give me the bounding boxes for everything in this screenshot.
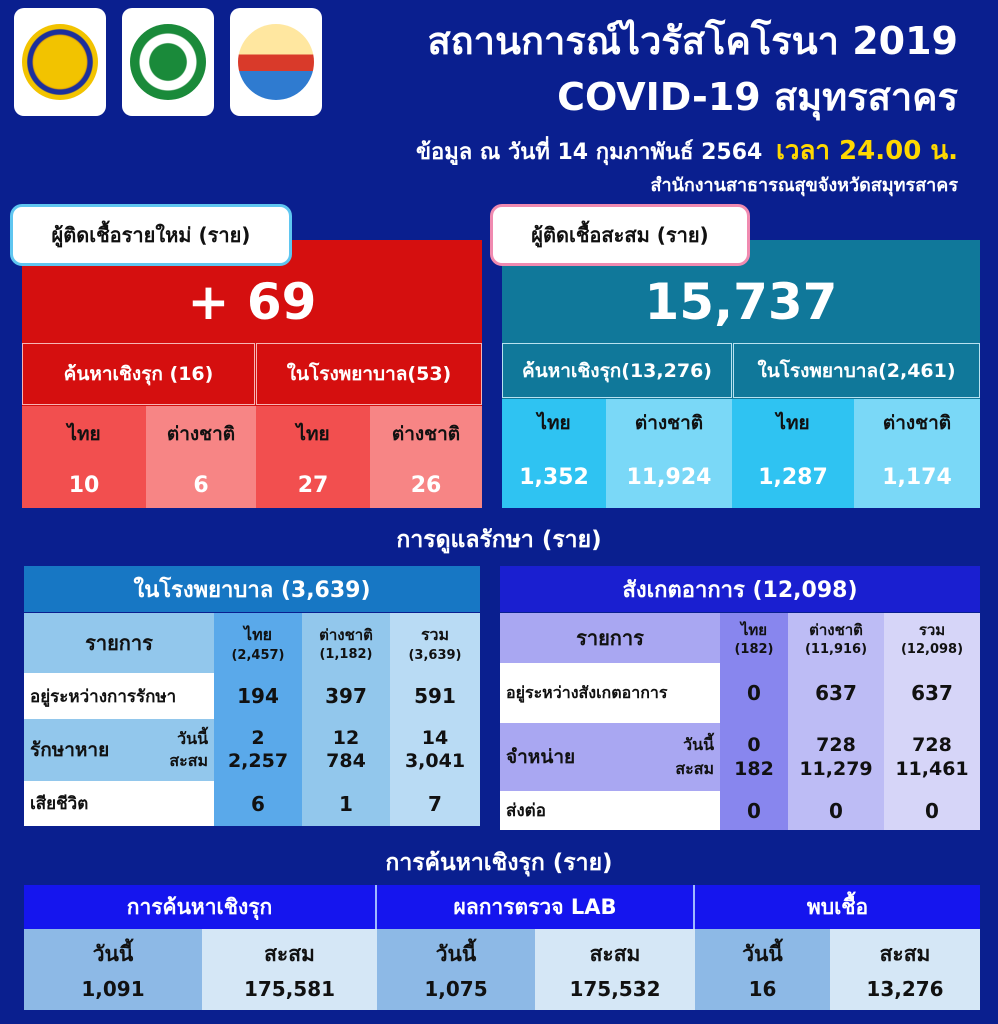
cum-active-label: ค้นหาเชิงรุก(13,276) — [502, 343, 732, 398]
new-active-label: ค้นหาเชิงรุก (16) — [22, 343, 255, 405]
hospital-col-foreign-label: ต่างชาติ — [319, 626, 373, 644]
new-active-thai: 10 — [22, 462, 146, 508]
observation-referred-foreign: 0 — [788, 791, 884, 830]
cum-active-thai-label: ไทย — [502, 399, 606, 447]
hospital-col-thai-label: ไทย — [244, 624, 272, 644]
observation-discharged-foreign-today: 728 — [816, 734, 856, 756]
new-cases-total: + 69 — [187, 273, 317, 331]
observation-discharged-today-label: วันนี้ — [683, 735, 714, 754]
new-hospital-foreign-label: ต่างชาติ — [370, 406, 482, 462]
active-search-group-2-cum — [535, 929, 695, 1010]
observation-discharged-foreign — [788, 723, 884, 791]
active-search-table — [24, 885, 980, 1010]
hospital-col-total-sub: (3,639) — [408, 647, 462, 663]
new-cases-label: ผู้ติดเชื้อรายใหม่ (ราย) — [10, 204, 292, 266]
hospital-recovered-foreign — [302, 719, 390, 781]
cum-active-thai: 1,352 — [502, 447, 606, 508]
active-search-group-2-today — [377, 929, 535, 1010]
observation-col-foreign-sub: (11,916) — [804, 642, 868, 657]
active-search-group-3-cum-label: สะสม — [879, 942, 931, 966]
new-hospital-thai-label: ไทย — [256, 406, 370, 462]
cumulative-label: ผู้ติดเชื้อสะสม (ราย) — [490, 204, 750, 266]
hospital-recovered-foreign-today: 12 — [332, 727, 360, 749]
active-search-group-3-today-label: วันนี้ — [742, 942, 783, 966]
date-line — [416, 130, 958, 171]
hospital-treating-label: อยู่ระหว่างการรักษา — [24, 673, 214, 719]
title-line-1: สถานการณ์ไวรัสโคโรนา 2019 — [427, 19, 958, 63]
hospital-col-foreign — [302, 613, 390, 673]
provincial-seal-logo — [14, 8, 106, 116]
hospital-treating-foreign: 397 — [302, 673, 390, 719]
hospital-col-foreign-sub: (1,182) — [319, 647, 373, 662]
caduceus-icon — [130, 24, 206, 100]
hospital-recovered-cum-label: สะสม — [169, 751, 208, 770]
observation-col-item: รายการ — [500, 613, 720, 663]
hospital-recovered-thai — [214, 719, 302, 781]
active-search-group-3-cum — [830, 929, 980, 1010]
hospital-col-thai — [214, 613, 302, 673]
active-search-group-3-title: พบเชื้อ — [695, 885, 980, 929]
observation-table-title: สังเกตอาการ (12,098) — [500, 566, 980, 612]
observation-col-total-label: รวม — [918, 621, 946, 639]
hospital-recovered-today-label: วันนี้ — [177, 729, 208, 748]
active-search-group-3-today-value: 16 — [748, 977, 777, 1001]
cumulative-total: 15,737 — [644, 273, 838, 331]
active-search-group-1-title: การค้นหาเชิงรุก — [24, 885, 377, 929]
active-search-group-1-today-value: 1,091 — [81, 977, 145, 1001]
observation-referred-total: 0 — [884, 791, 980, 830]
new-hospital-label: ในโรงพยาบาล(53) — [256, 343, 482, 405]
observation-observing-label: อยู่ระหว่างสังเกตอาการ — [500, 663, 720, 723]
observation-col-total-sub: (12,098) — [900, 642, 964, 657]
active-search-group-1-today — [24, 929, 202, 1010]
junk-ship-icon — [238, 24, 314, 100]
hospital-deaths-foreign: 1 — [302, 781, 390, 826]
hospital-recovered-text: รักษาหาย — [30, 739, 110, 761]
active-search-group-2-today-value: 1,075 — [424, 977, 488, 1001]
hospital-recovered-total — [390, 719, 480, 781]
care-section-title: การดูแลรักษา (ราย) — [396, 527, 602, 553]
hospital-col-total-label: รวม — [420, 624, 450, 644]
new-active-thai-label: ไทย — [22, 406, 146, 462]
date-text: ข้อมูล ณ วันที่ 14 กุมภาพันธ์ 2564 — [415, 140, 763, 165]
new-hospital-thai: 27 — [256, 462, 370, 508]
cum-hospital-thai-label: ไทย — [732, 399, 854, 447]
active-search-section-title: การค้นหาเชิงรุก (ราย) — [385, 850, 613, 876]
hospital-deaths-label: เสียชีวิต — [24, 781, 214, 826]
cum-hospital-foreign: 1,174 — [854, 447, 980, 508]
observation-discharged-foreign-cum: 11,279 — [799, 758, 873, 780]
active-search-group-1-cum-label: สะสม — [264, 942, 315, 966]
new-active-foreign-label: ต่างชาติ — [146, 406, 256, 462]
observation-discharged-total-today: 728 — [912, 734, 952, 756]
active-search-group-1-today-label: วันนี้ — [92, 942, 134, 966]
cum-active-foreign: 11,924 — [606, 447, 732, 508]
observation-discharged-total-cum: 11,461 — [895, 758, 969, 780]
hospital-recovered-total-cum: 3,041 — [404, 750, 466, 772]
hospital-col-item: รายการ — [24, 613, 214, 673]
observation-col-total — [884, 613, 980, 663]
observation-discharged-thai-today: 0 — [747, 734, 761, 756]
observation-discharged-label — [500, 723, 720, 791]
new-cases-breakdown — [22, 406, 482, 508]
observation-discharged-thai — [720, 723, 788, 791]
cum-hospital-label: ในโรงพยาบาล(2,461) — [733, 343, 980, 398]
hospital-recovered-total-today: 14 — [421, 727, 449, 749]
observation-col-foreign — [788, 613, 884, 663]
active-search-group-2-cum-value: 175,532 — [569, 977, 661, 1001]
hospital-deaths-total: 7 — [390, 781, 480, 826]
active-search-group-3-cum-value: 13,276 — [866, 977, 944, 1001]
hospital-table-title: ในโรงพยาบาล (3,639) — [24, 566, 480, 612]
hospital-col-thai-sub: (2,457) — [231, 647, 285, 663]
observation-referred-thai: 0 — [720, 791, 788, 830]
observation-col-foreign-label: ต่างชาติ — [809, 621, 863, 639]
observation-observing-foreign: 637 — [788, 663, 884, 723]
observation-discharged-text: จำหน่าย — [506, 746, 576, 768]
observation-col-thai-sub: (182) — [734, 642, 774, 657]
hospital-recovered-thai-today: 2 — [251, 727, 265, 749]
active-search-group-2-today-label: วันนี้ — [435, 942, 477, 966]
hospital-table — [24, 613, 480, 826]
hospital-treating-total: 591 — [390, 673, 480, 719]
samut-sakhon-logo — [230, 8, 322, 116]
cumulative-breakdown — [502, 399, 980, 508]
hospital-recovered-foreign-cum: 784 — [326, 750, 366, 772]
hospital-col-total — [390, 613, 480, 673]
active-search-group-3-today — [695, 929, 830, 1010]
cum-active-foreign-label: ต่างชาติ — [606, 399, 732, 447]
observation-discharged-cum-label: สะสม — [675, 759, 714, 778]
observation-discharged-total — [884, 723, 980, 791]
cum-hospital-thai: 1,287 — [732, 447, 854, 508]
observation-observing-thai: 0 — [720, 663, 788, 723]
title-line-2: COVID-19 สมุทรสาคร — [557, 75, 958, 119]
source-text: สำนักงานสาธารณสุขจังหวัดสมุทรสาคร — [650, 175, 958, 196]
active-search-group-1-cum-value: 175,581 — [243, 977, 336, 1001]
observation-table — [500, 613, 980, 830]
observation-observing-total: 637 — [884, 663, 980, 723]
observation-col-thai-label: ไทย — [740, 621, 768, 639]
new-active-foreign: 6 — [146, 462, 256, 508]
ministry-of-public-health-logo — [122, 8, 214, 116]
hospital-recovered-thai-cum: 2,257 — [227, 750, 289, 772]
active-search-group-2-cum-label: สะสม — [589, 942, 641, 966]
hospital-deaths-thai: 6 — [214, 781, 302, 826]
observation-col-thai — [720, 613, 788, 663]
new-hospital-foreign: 26 — [370, 462, 482, 508]
observation-referred-label: ส่งต่อ — [500, 791, 720, 830]
provincial-seal-icon — [22, 24, 98, 100]
time-text: เวลา 24.00 น. — [775, 136, 958, 166]
hospital-recovered-label — [24, 719, 214, 781]
hospital-treating-thai: 194 — [214, 673, 302, 719]
observation-discharged-thai-cum: 182 — [734, 758, 774, 780]
active-search-group-1-cum — [202, 929, 377, 1010]
cum-hospital-foreign-label: ต่างชาติ — [854, 399, 980, 447]
active-search-group-2-title: ผลการตรวจ LAB — [377, 885, 695, 929]
